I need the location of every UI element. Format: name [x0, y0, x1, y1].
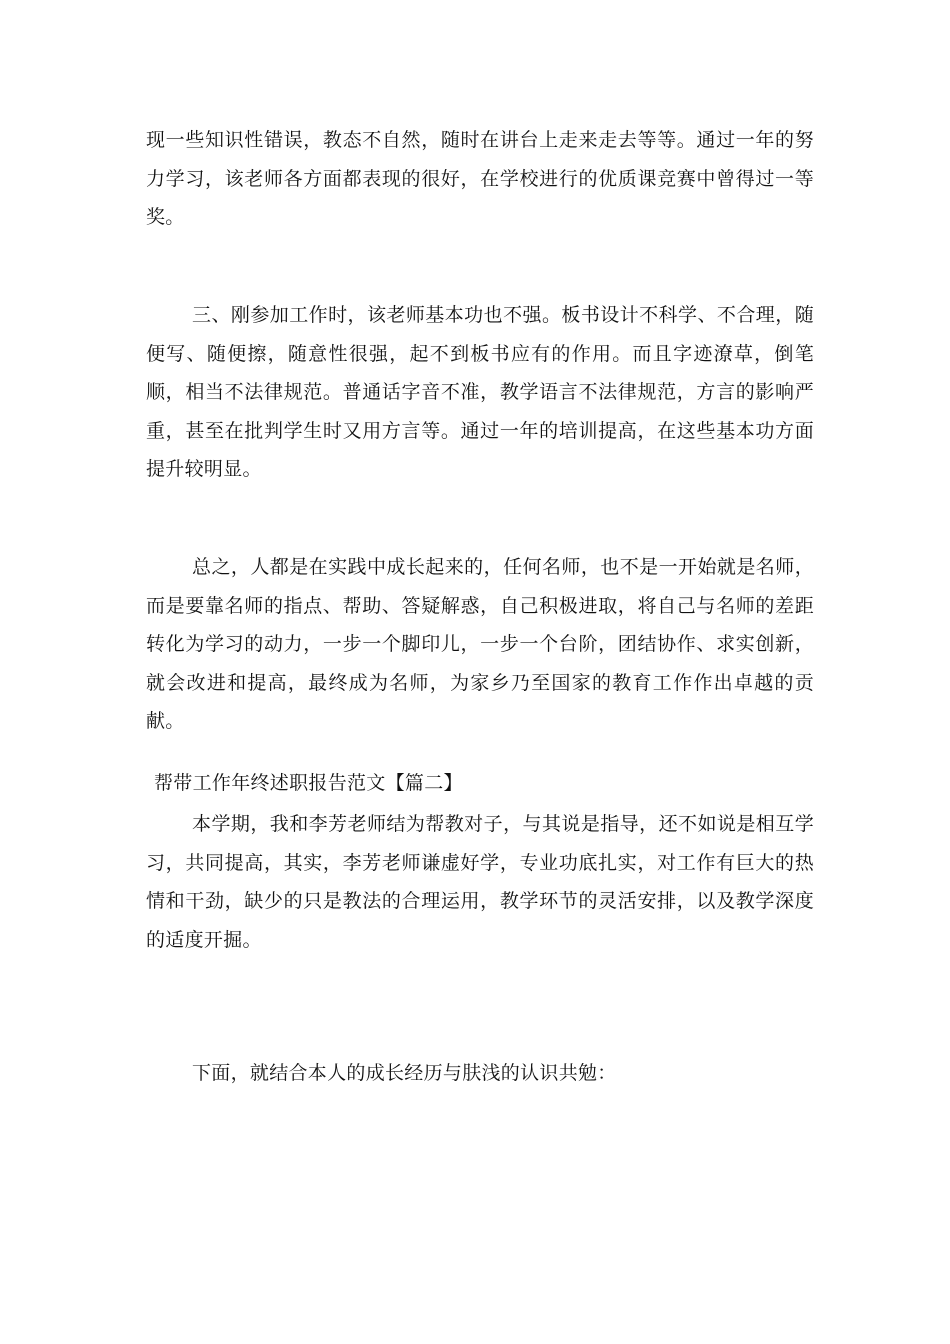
paragraph-continuation: 现一些知识性错误，教态不自然，随时在讲台上走来走去等等。通过一年的努力学习，该老师各方面都表现的很好，在学校进行的优质课竞赛中曾得过一等奖。: [146, 129, 814, 228]
paragraph-basic-skills: 三、刚参加工作时，该老师基本功也不强。板书设计不科学、不合理，随便写、随便擦，随意性很强，起不到板书应有的作用。而且字迹潦草，倒笔顺，相当不法律规范。普通话字音不准，教学语言不法律规范，方言的影响严重，甚至在批判学生时又用方言等。通过一年的培训提高，在这些基本功方面提升较明显。: [146, 304, 814, 480]
section-heading: 帮带工作年终述职报告范文【篇二】: [154, 772, 463, 794]
paragraph-conclusion: 总之，人都是在实践中成长起来的，任何名师，也不是一开始就是名师，而是要靠名师的指点、帮助、答疑解惑，自己积极进取，将自己与名师的差距转化为学习的动力，一步一个脚印儿，一步一个台阶，团结协作、求实创新，就会改进和提高，最终成为名师，为家乡乃至国家的教育工作作出卓越的贡献。: [146, 556, 814, 732]
paragraph-lead-in: 下面，就结合本人的成长经历与肤浅的认识共勉：: [192, 1062, 617, 1084]
paragraph-mentoring-intro: 本学期，我和李芳老师结为帮教对子，与其说是指导，还不如说是相互学习，共同提高，其实，李芳老师谦虚好学，专业功底扎实，对工作有巨大的热情和干劲，缺少的只是教法的合理运用，教学环节的灵活安排，以及教学深度的适度开掘。: [146, 813, 814, 951]
